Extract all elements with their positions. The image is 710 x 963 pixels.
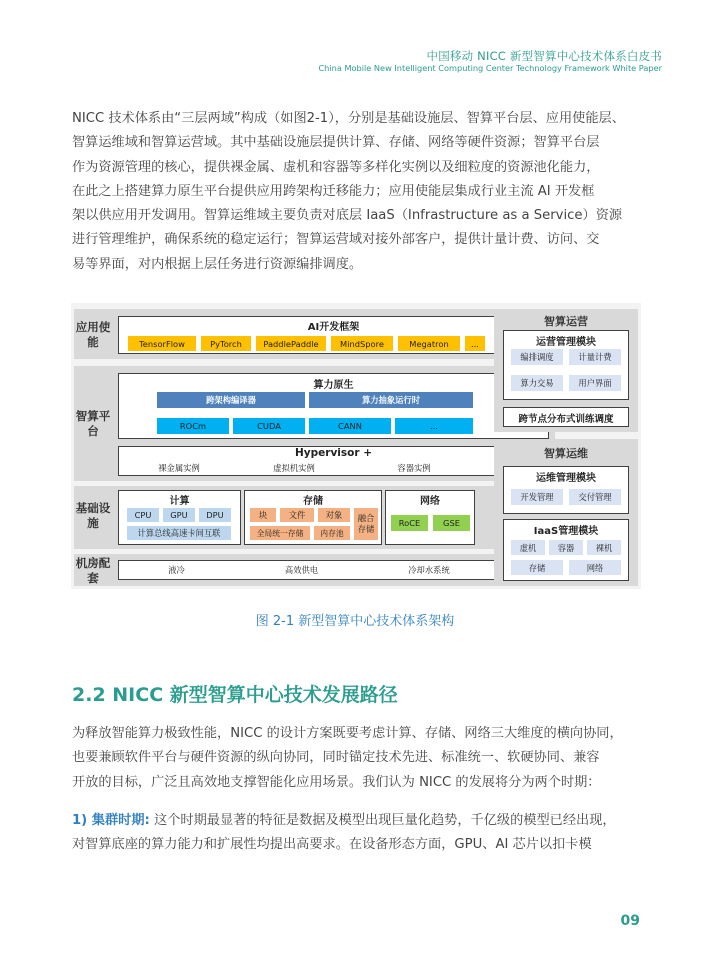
iaas-item: 容器: [549, 540, 583, 555]
network-chip: GSE: [433, 515, 470, 531]
storage-box: [244, 490, 382, 545]
ai-framework-title: AI开发框架: [307, 322, 360, 333]
iaas-module-title: IaaS管理模块: [533, 526, 599, 537]
room-item: 高效供电: [259, 563, 344, 577]
ai-framework-box: [118, 316, 549, 354]
iaas-item: 裸机: [587, 540, 621, 555]
iaas-item: 网络: [569, 560, 621, 575]
app-layer-label: 应用使能: [75, 320, 111, 349]
infra-layer-label: 基础设施: [75, 501, 111, 530]
para3-line1-text: 这个时期最显著的特征是数据及模型出现巨量化趋势，千亿级的模型已经出现，: [149, 813, 616, 828]
figure-caption: 图 2-1 新型智算中心技术体系架构: [255, 614, 455, 629]
para2-line: 为释放智能算力极致性能，NICC 的设计方案既要考虑计算、存储、网络三大维度的横向协同，: [72, 726, 623, 741]
para3-line: 对智算底座的算力能力和扩展性均提出高要求。在设备形态方面，GPU、AI 芯片以扣卡模: [72, 837, 592, 853]
intro-line: 易等界面，对内根据上层任务进行资源编排调度。: [72, 256, 363, 272]
compute-chip: DPU: [199, 508, 231, 522]
room-item: 冷却水系统: [384, 563, 474, 577]
compute-title: 计算: [169, 496, 190, 507]
para3-line: [72, 809, 642, 833]
framework-chip: PaddlePaddle: [256, 336, 326, 351]
infra-layer-row: [74, 486, 555, 549]
compute-native-box: [118, 373, 549, 439]
framework-chip: ...: [465, 336, 485, 351]
instance-label: 容器实例: [374, 462, 454, 474]
maintenance-item: 交付管理: [569, 489, 621, 505]
operation-module-box: [503, 330, 629, 400]
hypervisor-title: Hypervisor +: [295, 447, 372, 459]
header-title-en: China Mobile New Intelligent Computing Center Technology Framework White Paper: [318, 63, 662, 73]
compute-box: [118, 490, 241, 545]
maintenance-module-title: 运维管理模块: [536, 473, 596, 484]
instance-label: 虚拟机实例: [254, 462, 334, 474]
room-layer-row: [74, 554, 555, 586]
cross-arch-compiler: 跨架构编译器: [157, 392, 305, 408]
memory-pool-chip: 内存池: [314, 526, 350, 540]
storage-chip: 对象: [318, 508, 350, 522]
operation-item: 用户界面: [569, 375, 621, 391]
hypervisor-box: [118, 446, 549, 476]
intro-line: 进行管理维护，确保系统的稳定运行；智算运营域对接外部客户，提供计量计费、访问、交: [72, 232, 600, 248]
operation-domain: [494, 309, 638, 432]
iaas-module-box: [503, 519, 629, 581]
platform-layer-label: 智算平台: [75, 409, 111, 438]
framework-chip: PyTorch: [201, 336, 251, 351]
intro-paragraph: [72, 107, 642, 277]
room-box: [118, 560, 549, 580]
storage-chip: 文件: [280, 508, 314, 522]
paragraph-2: [72, 722, 642, 795]
iaas-item: 虚机: [511, 540, 545, 555]
compute-abstract-runtime: 算力抽象运行时: [309, 392, 473, 408]
operation-item: 算力交易: [511, 375, 563, 391]
paragraph-3: [72, 809, 642, 858]
intro-line: 智算运维域和智算运营域。其中基础设施层提供计算、存储、网络等硬件资源；智算平台层: [72, 135, 600, 151]
intro-line: 架以供应用开发调用。智算运维域主要负责对底层 IaaS（Infrastructure as a Service）资源: [72, 208, 623, 224]
maintenance-item: 开发管理: [511, 489, 563, 505]
framework-chip: TensorFlow: [128, 336, 196, 351]
intro-line: 在此之上搭建算力原生平台提供应用跨架构迁移能力；应用使能层集成行业主流 AI 开发框: [72, 183, 595, 199]
platform-layer-row: [74, 366, 555, 481]
storage-chip: 块: [250, 508, 276, 522]
para2-line: 开放的目标，广泛且高效地支撑智能化应用场景。我们认为 NICC 的发展将分为两个时期：: [72, 774, 601, 790]
framework-chip: MindSpore: [331, 336, 393, 351]
distributed-training-box: [503, 407, 629, 427]
architecture-diagram: [71, 303, 641, 589]
compute-native-title: 算力原生: [313, 380, 354, 391]
network-box: [385, 490, 475, 545]
page-number: 09: [620, 913, 640, 929]
storage-title: 存储: [303, 496, 323, 507]
iaas-item: 存储: [511, 560, 563, 575]
intro-line: 作为资源管理的核心，提供裸金属、虚机和容器等多样化实例以及细粒度的资源池化能力，: [72, 159, 600, 175]
maintenance-domain: [494, 439, 638, 586]
fusion-storage-chip: 融合存储: [354, 508, 378, 540]
room-item: 液冷: [139, 563, 214, 577]
cluster-period-keyword: 1) 集群时期:: [72, 813, 150, 828]
operation-module-title: 运营管理模块: [536, 337, 596, 348]
section-heading: 2.2 NICC 新型智算中心技术发展路径: [72, 684, 398, 706]
maintenance-module-box: [503, 466, 629, 514]
intro-line: NICC 技术体系由“三层两域”构成（如图2-1），分别是基础设施层、智算平台层、应用使能层、: [72, 111, 625, 126]
stack-chip: CANN: [309, 418, 391, 434]
operation-item: 编排调度: [511, 349, 563, 365]
operation-item: 计量计费: [569, 349, 621, 365]
app-layer-row: [74, 309, 555, 359]
framework-chip: Megatron: [398, 336, 460, 351]
maintenance-domain-title: 智算运维: [544, 447, 588, 460]
para2-line: 也要兼顾软件平台与硬件资源的纵向协同，同时锚定技术先进、标准统一、软硬协同、兼容: [72, 750, 600, 766]
instance-label: 裸金属实例: [139, 462, 219, 474]
stack-chip: CUDA: [233, 418, 305, 434]
global-storage-chip: 全局统一存储: [250, 526, 310, 540]
operation-domain-title: 智算运营: [544, 315, 588, 328]
room-layer-label: 机房配套: [75, 556, 111, 585]
network-chip: RoCE: [391, 515, 428, 531]
stack-chip: ROCm: [157, 418, 229, 434]
compute-chip: CPU: [127, 508, 159, 522]
compute-chip: GPU: [163, 508, 195, 522]
distributed-training-title: 跨节点分布式训练调度: [518, 414, 614, 425]
compute-bus: 计算总线高速卡间互联: [127, 526, 231, 540]
network-title: 网络: [420, 496, 440, 507]
header-title-cn: 中国移动 NICC 新型智算中心技术体系白皮书: [426, 49, 662, 63]
stack-chip: ...: [395, 418, 473, 434]
